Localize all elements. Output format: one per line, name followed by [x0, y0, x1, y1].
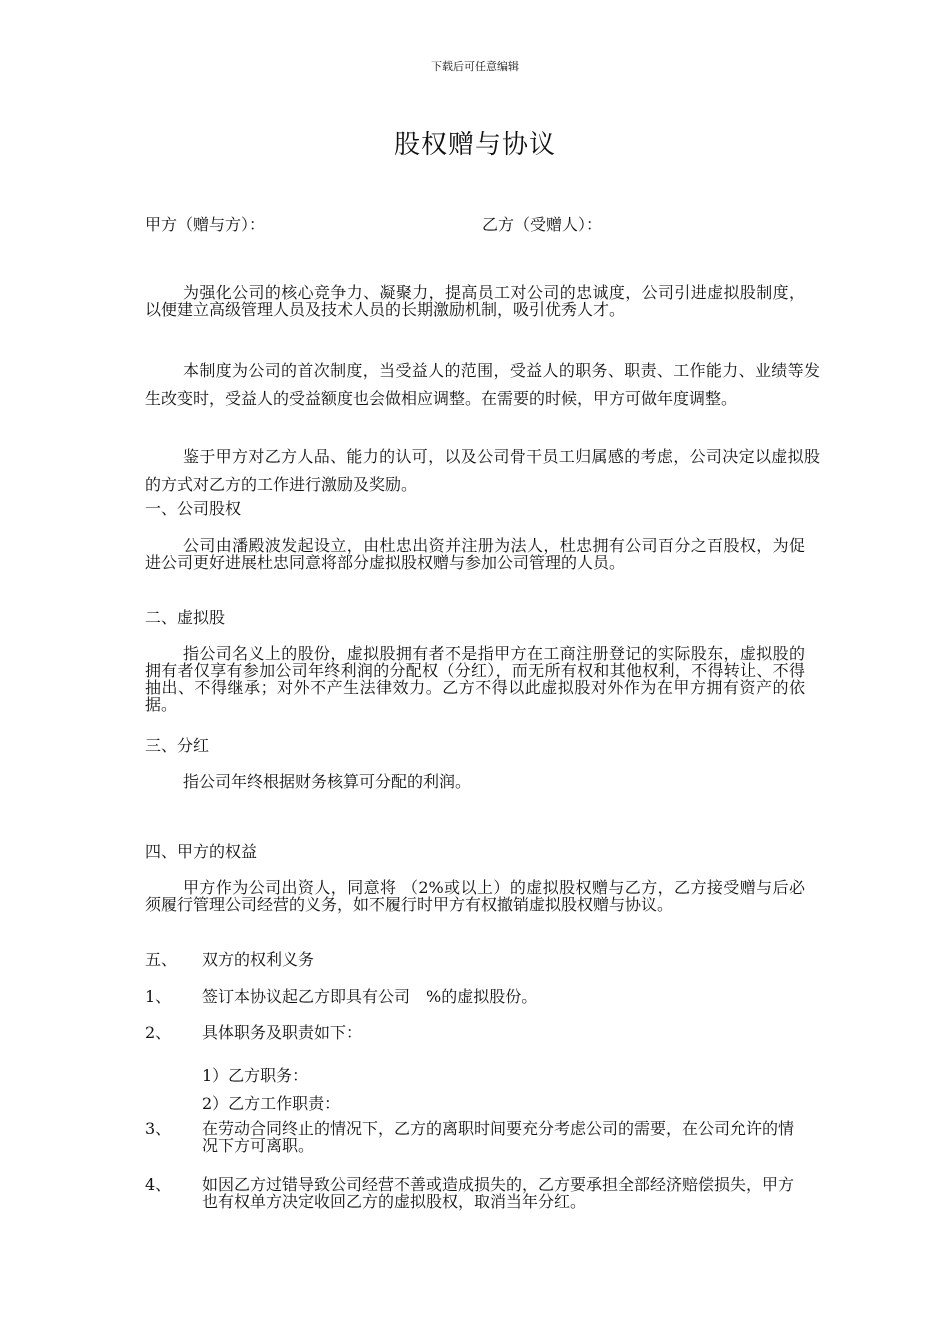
sub-item-duties: 2）乙方工作职责： — [202, 1094, 341, 1113]
section-2-body: 指公司名义上的股份，虚拟股拥有者不是指甲方在工商注册登记的实际股东，虚拟股的拥有者仅享有参加公司年终利润的分配权（分红），而无所有权和其他权利，不得转让、不得抽出、不得继承；对外不产生法律效力。乙方不得以此虚拟股对外作为在甲方拥有资产的依据。 — [145, 644, 805, 714]
item-2-text: 具体职务及职责如下： — [202, 1023, 363, 1042]
intro-paragraph-2: 本制度为公司的首次制度，当受益人的范围，受益人的职务、职责、工作能力、业绩等发生改变时，受益人的受益额度也会做相应调整。在需要的时候，甲方可做年度调整。 — [145, 361, 820, 408]
intro-paragraph-1: 为强化公司的核心竞争力、凝聚力，提高员工对公司的忠诚度，公司引进虚拟股制度，以便建立高级管理人员及技术人员的长期激励机制，吸引优秀人才。 — [145, 283, 805, 319]
section-4-body: 甲方作为公司出资人，同意将 （2%或以上）的虚拟股权赠与乙方，乙方接受赠与后必须履行管理公司经营的义务，如不履行时甲方有权撤销虚拟股权赠与协议。 — [145, 878, 805, 914]
section-4-heading: 四、甲方的权益 — [145, 842, 258, 861]
section-1-body: 公司由潘殿波发起设立，由杜忠出资并注册为法人，杜忠拥有公司百分之百股权，为促进公司更好进展杜忠同意将部分虚拟股权赠与参加公司管理的人员。 — [145, 536, 805, 572]
section-2-heading: 二、虚拟股 — [145, 608, 226, 627]
section-3-body: 指公司年终根据财务核算可分配的利润。 — [183, 772, 472, 791]
item-1-number: 1、 — [145, 987, 172, 1006]
section-1-heading: 一、公司股权 — [145, 499, 242, 518]
party-a-label: 甲方（赠与方）： — [145, 215, 266, 234]
item-3-number: 3、 — [145, 1119, 172, 1138]
sub-item-position: 1）乙方职务： — [202, 1066, 309, 1085]
intro-paragraph-3: 鉴于甲方对乙方人品、能力的认可，以及公司骨干员工归属感的考虑，公司决定以虚拟股的方式对乙方的工作进行激励及奖励。 — [145, 447, 820, 494]
header-note: 下载后可任意编辑 — [431, 60, 519, 73]
section-5-heading: 双方的权利义务 — [202, 950, 315, 969]
item-2-number: 2、 — [145, 1023, 172, 1042]
section-5-number: 五、 — [145, 950, 178, 969]
document-title: 股权赠与协议 — [393, 130, 556, 160]
section-3-heading: 三、分红 — [145, 736, 210, 755]
item-4-text: 如因乙方过错导致公司经营不善或造成损失的，乙方要承担全部经济赔偿损失，甲方也有权单方决定收回乙方的虚拟股权，取消当年分红。 — [202, 1175, 795, 1211]
item-1-text: 签订本协议起乙方即具有公司 %的虚拟股份。 — [202, 987, 538, 1006]
item-3-text: 在劳动合同终止的情况下，乙方的离职时间要充分考虑公司的需要，在公司允许的情况下方可离职。 — [202, 1119, 795, 1155]
party-b-label: 乙方（受赠人）： — [482, 215, 603, 234]
item-4-number: 4、 — [145, 1175, 172, 1194]
